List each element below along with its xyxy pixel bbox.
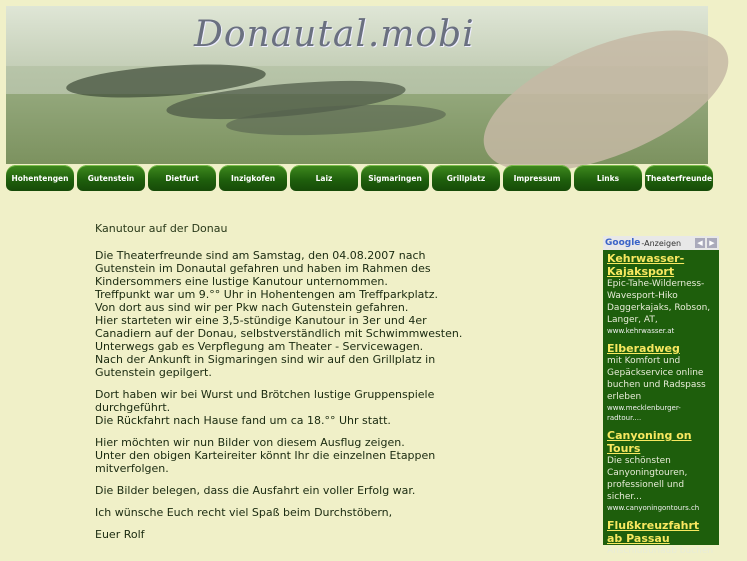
- article-line: Die Theaterfreunde sind am Samstag, den 04.08.2007 nach Gutenstein im Donautal gefahren und haben im Rahmen des Kindersommers eine lustige Kanutour unternommen.: [95, 249, 431, 288]
- nav-tab-laiz[interactable]: Laiz: [290, 165, 358, 191]
- article-line: Treffpunkt war um 9.°° Uhr in Hohentengen am Treffparkplatz.: [95, 288, 438, 301]
- nav-tab-gutenstein[interactable]: Gutenstein: [77, 165, 145, 191]
- nav-tab-grillplatz[interactable]: Grillplatz: [432, 165, 500, 191]
- article-line: Die Rückfahrt nach Hause fand um ca 18.°° Uhr statt.: [95, 414, 391, 427]
- nav-tab-hohentengen[interactable]: Hohentengen: [6, 165, 74, 191]
- nav-tab-dietfurt[interactable]: Dietfurt: [148, 165, 216, 191]
- ad-title-link[interactable]: Flußkreuzfahrt ab Passau: [607, 519, 700, 545]
- article-signature: Euer Rolf: [95, 528, 145, 541]
- ad-title-link[interactable]: Kehrwasser-Kajaksport: [607, 252, 685, 278]
- ad-text: Epic-Tahe-Wilderness-Wavesport-Hiko Daggerkajaks, Robson, Langer, AT,: [607, 279, 711, 325]
- ad-item: [603, 340, 719, 427]
- article-paragraph: [95, 436, 465, 475]
- article-paragraph: Ich wünsche Euch recht viel Spaß beim Durchstöbern,: [95, 506, 393, 519]
- main-nav: [6, 165, 720, 191]
- ad-text: mit Komfort und Gepäckservice online buchen und Radspass erleben: [607, 356, 706, 402]
- prev-arrow-icon[interactable]: ◀: [695, 238, 705, 248]
- ad-title-link[interactable]: Canyoning on Tours: [607, 429, 692, 455]
- ad-text: Die schönsten Canyoningtouren, professionell und sicher...: [607, 456, 688, 502]
- ad-label[interactable]: -Anzeigen: [641, 238, 682, 248]
- ad-arrows: [695, 238, 717, 248]
- article-line: Hier möchten wir nun Bilder von diesem Ausflug zeigen.: [95, 436, 405, 449]
- ad-header: [603, 236, 719, 250]
- article-line: Dort haben wir bei Wurst und Brötchen lustige Gruppenspiele durchgeführt.: [95, 388, 435, 414]
- article-paragraph: [95, 388, 465, 427]
- ad-url[interactable]: www.canyoningontours.ch: [607, 504, 700, 512]
- nav-tab-sigmaringen[interactable]: Sigmaringen: [361, 165, 429, 191]
- ad-item: [603, 427, 719, 517]
- ad-item: [603, 517, 719, 561]
- nav-tab-links[interactable]: Links: [574, 165, 642, 191]
- nav-tab-impressum[interactable]: Impressum: [503, 165, 571, 191]
- article-line: Unter den obigen Karteireiter könnt Ihr die einzelnen Etappen mitverfolgen.: [95, 449, 436, 475]
- ad-url[interactable]: www.mecklenburger-radtour....: [607, 404, 681, 422]
- article-paragraph: Die Bilder belegen, dass die Ausfahrt ein voller Erfolg war.: [95, 484, 416, 497]
- article-line: Nach der Ankunft in Sigmaringen sind wir auf den Grillplatz in Gutenstein gepilgert.: [95, 353, 436, 379]
- header-banner: [6, 6, 708, 164]
- next-arrow-icon[interactable]: ▶: [707, 238, 717, 248]
- ad-item: [603, 250, 719, 340]
- article-line: Von dort aus sind wir per Pkw nach Gutenstein gefahren.: [95, 301, 409, 314]
- article: [95, 222, 465, 550]
- site-title: Donautal.mobi: [194, 14, 475, 55]
- article-line: Hier starteten wir eine 3,5-stündige Kanutour in 3er und 4er Canadiern auf der Donau, selbstverständlich mit Schwimmwesten.: [95, 314, 463, 340]
- ad-panel: [603, 236, 719, 556]
- article-heading: Kanutour auf der Donau: [95, 222, 228, 235]
- google-logo: Google: [605, 238, 641, 248]
- article-paragraph: [95, 249, 465, 379]
- ad-text: Anschlußurlaub buchen: [607, 546, 714, 556]
- article-line: Unterwegs gab es Verpflegung am Theater - Servicewagen.: [95, 340, 424, 353]
- ad-title-link[interactable]: Elberadweg: [607, 342, 680, 355]
- ad-url[interactable]: www.kehrwasser.at: [607, 327, 675, 335]
- nav-tab-inzigkofen[interactable]: Inzigkofen: [219, 165, 287, 191]
- nav-tab-theaterfreunde[interactable]: Theaterfreunde: [645, 165, 713, 191]
